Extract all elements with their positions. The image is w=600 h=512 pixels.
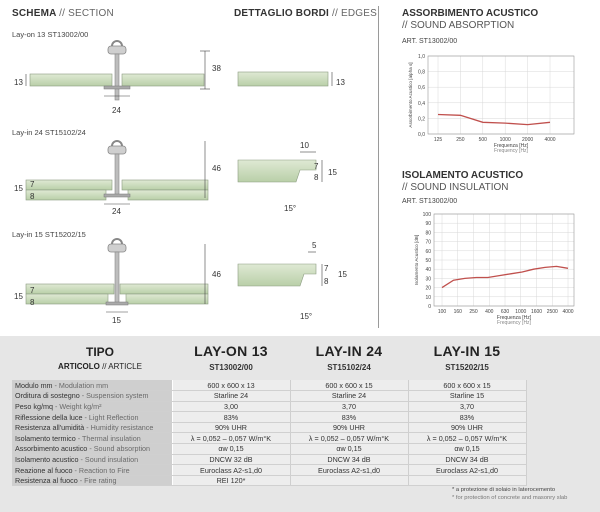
column-name-1: LAY-ON 13 bbox=[194, 343, 268, 359]
edge-3-top-dim: 5 bbox=[312, 241, 317, 250]
cell-value: λ = 0,052 – 0,057 W/m°K bbox=[408, 433, 526, 444]
absorption-title bbox=[402, 8, 538, 32]
y-tick-label: 0,0 bbox=[418, 132, 425, 138]
table-row bbox=[12, 444, 526, 455]
row-label bbox=[12, 475, 172, 486]
x-axis-label-en: Frequency [Hz] bbox=[497, 320, 531, 326]
cell-value: 90% UHR bbox=[290, 422, 408, 433]
cell-value: 83% bbox=[172, 412, 290, 423]
row-label-it: Peso kg/mq bbox=[15, 401, 53, 411]
profile-3-bottom-dim: 15 bbox=[112, 316, 121, 325]
cell-value: 90% UHR bbox=[172, 422, 290, 433]
series-line bbox=[438, 115, 550, 125]
cell-value: DNCW 32 dB bbox=[172, 454, 290, 465]
edge-2-drawing bbox=[232, 140, 342, 210]
row-label-it: Riflessione della luce bbox=[15, 412, 83, 422]
profile-2-left-dim-a: 15 bbox=[14, 184, 23, 193]
y-axis-label: Isolamento Acustico [dB] bbox=[414, 234, 419, 286]
row-label-en: - Thermal insulation bbox=[77, 433, 141, 443]
row-label-it: Isolamento termico bbox=[15, 433, 76, 443]
insulation-title bbox=[402, 170, 523, 194]
row-label bbox=[12, 412, 172, 423]
row-label-en: - Light Reflection bbox=[84, 412, 139, 422]
cell-value: 600 x 600 x 15 bbox=[290, 380, 408, 391]
y-tick-label: 0,6 bbox=[418, 85, 425, 92]
schema-title-it: SCHEMA bbox=[12, 8, 57, 19]
profile-3-drawing bbox=[0, 236, 230, 326]
x-tick-label: 400 bbox=[485, 309, 494, 315]
y-tick-label: 30 bbox=[425, 276, 431, 283]
y-tick-label: 50 bbox=[425, 258, 431, 264]
row-label-en: - Sound insulation bbox=[80, 454, 139, 464]
edge-3-angle: 15° bbox=[300, 312, 313, 321]
x-tick-label: 4000 bbox=[562, 309, 574, 315]
y-tick-label: 90 bbox=[425, 221, 431, 228]
column-name-2: LAY-IN 24 bbox=[315, 343, 383, 359]
cell-value: 3,70 bbox=[408, 401, 526, 412]
column-code-1: ST13002/00 bbox=[209, 363, 253, 372]
footnote-en: * for protection of concrete and masonry slab bbox=[452, 495, 568, 501]
cell-value: Starline 24 bbox=[172, 391, 290, 402]
cell-value: λ = 0,052 – 0,057 W/m°K bbox=[172, 433, 290, 444]
x-tick-label: 250 bbox=[469, 309, 478, 315]
cell-value: Starline 15 bbox=[408, 391, 526, 402]
x-tick-label: 160 bbox=[453, 309, 462, 315]
column-code-2: ST15102/24 bbox=[327, 363, 371, 372]
edge-1-dim: 13 bbox=[336, 78, 345, 87]
table-row bbox=[12, 422, 526, 433]
profile-1-height-dim: 38 bbox=[212, 64, 221, 73]
edge-3-dim-b: 8 bbox=[324, 277, 329, 286]
edge-2-angle: 15° bbox=[284, 204, 297, 213]
profile-3-left-dim-b: 7 bbox=[30, 286, 35, 295]
cell-value: 3,70 bbox=[290, 401, 408, 412]
x-tick-label: 500 bbox=[478, 137, 487, 143]
row-label-it: Assorbimento acustico bbox=[15, 444, 88, 454]
row-label bbox=[12, 422, 172, 433]
edges-title-en: // EDGES bbox=[332, 8, 377, 19]
x-tick-label: 1000 bbox=[515, 309, 527, 315]
row-label-en: - Weight kg/m² bbox=[54, 401, 102, 411]
x-tick-label: 125 bbox=[433, 137, 443, 143]
profile-2-left-dim-b: 7 bbox=[30, 180, 35, 189]
row-label-en: - Modulation mm bbox=[54, 380, 109, 390]
cell-value: αw 0,15 bbox=[172, 444, 290, 455]
row-label-it: Modulo mm bbox=[15, 380, 53, 390]
cell-value: Euroclass A2-s1,d0 bbox=[290, 465, 408, 476]
x-tick-label: 1600 bbox=[530, 309, 543, 315]
row-label-it: Orditura di sostegno bbox=[15, 391, 80, 401]
cell-value: Euroclass A2-s1,d0 bbox=[172, 465, 290, 476]
y-tick-label: 1,0 bbox=[418, 54, 425, 60]
x-tick-label: 630 bbox=[500, 309, 510, 315]
row-label-en: - Suspension system bbox=[81, 391, 149, 401]
column-head-3 bbox=[408, 343, 526, 372]
insulation-title-it: ISOLAMENTO ACUSTICO bbox=[402, 170, 524, 181]
profile-1-left-dim: 13 bbox=[14, 78, 23, 87]
x-tick-label: 2000 bbox=[522, 137, 534, 143]
specs-table bbox=[12, 380, 527, 486]
x-tick-label: 100 bbox=[437, 309, 447, 315]
profile-1-bottom-dim: 24 bbox=[112, 106, 121, 115]
profile-3-name: Lay-in 15 ST15202/15 bbox=[12, 230, 86, 239]
row-label bbox=[12, 454, 172, 465]
cell-value: DNCW 34 dB bbox=[408, 454, 526, 465]
cell-value: λ = 0,052 – 0,057 W/m°K bbox=[290, 433, 408, 444]
cell-value: αw 0,15 bbox=[290, 444, 408, 455]
edge-2-dim-a: 7 bbox=[314, 162, 319, 171]
x-axis-label: Frequenza [Hz] bbox=[496, 315, 532, 321]
y-tick-label: 40 bbox=[425, 267, 431, 274]
cell-value: αw 0,15 bbox=[408, 444, 526, 455]
row-label-it: Resistenza all'umidità bbox=[15, 423, 85, 433]
row-label-en: - Reaction to Fire bbox=[74, 465, 130, 475]
row-label bbox=[12, 401, 172, 412]
row-label-it: Reazione al fuoco bbox=[15, 465, 73, 475]
cell-value bbox=[290, 475, 408, 486]
table-row bbox=[12, 433, 526, 444]
profile-3-left-dim-a: 15 bbox=[14, 292, 23, 301]
absorption-title-en: // SOUND ABSORPTION bbox=[402, 20, 515, 31]
edge-3-dim-c: 15 bbox=[338, 270, 347, 279]
column-code-3: ST15202/15 bbox=[445, 363, 489, 372]
cell-value: 3,00 bbox=[172, 401, 290, 412]
x-tick-label: 250 bbox=[456, 137, 465, 143]
profile-2-height-dim: 46 bbox=[212, 164, 221, 173]
edges-title-it: DETTAGLIO BORDI bbox=[234, 8, 330, 19]
row-label bbox=[12, 465, 172, 476]
schema-title-en: // SECTION bbox=[59, 8, 114, 19]
footnote-it: * a protezione di solaio in laterocemento bbox=[452, 487, 556, 493]
y-tick-label: 100 bbox=[422, 212, 431, 218]
table-row bbox=[12, 454, 526, 465]
cell-value: 600 x 600 x 15 bbox=[408, 380, 526, 391]
absorption-chart bbox=[398, 50, 588, 158]
y-tick-label: 0,4 bbox=[418, 100, 425, 107]
column-head-1 bbox=[172, 343, 290, 372]
x-tick-label: 1000 bbox=[499, 137, 511, 143]
edge-1-drawing bbox=[232, 66, 342, 106]
x-axis-label-en: Frequency [Hz] bbox=[494, 148, 528, 154]
table-row bbox=[12, 465, 526, 476]
cell-value: DNCW 34 dB bbox=[290, 454, 408, 465]
x-tick-label: 4000 bbox=[544, 137, 556, 143]
row-label bbox=[12, 444, 172, 455]
articolo-en: // ARTICLE bbox=[102, 362, 142, 371]
y-tick-label: 20 bbox=[425, 285, 431, 292]
row-label bbox=[12, 380, 172, 391]
y-axis-label: Assorbimento Acustico [alpha s] bbox=[408, 62, 413, 128]
y-tick-label: 10 bbox=[425, 294, 431, 301]
insulation-title-en: // SOUND INSULATION bbox=[402, 182, 509, 193]
cell-value: 83% bbox=[408, 412, 526, 423]
insulation-chart bbox=[398, 208, 588, 330]
column-name-3: LAY-IN 15 bbox=[433, 343, 501, 359]
profile-1-name: Lay-on 13 ST13002/00 bbox=[12, 30, 89, 39]
table-row bbox=[12, 380, 526, 391]
table-row bbox=[12, 391, 526, 402]
absorption-title-it: ASSORBIMENTO ACUSTICO bbox=[402, 8, 539, 19]
y-tick-label: 0,2 bbox=[418, 116, 425, 123]
profile-2-left-dim-c: 8 bbox=[30, 192, 35, 201]
y-tick-label: 0 bbox=[428, 304, 431, 310]
y-tick-label: 0,8 bbox=[418, 69, 425, 76]
schema-title bbox=[12, 8, 114, 19]
cell-value: REI 120* bbox=[172, 475, 290, 486]
profile-2-name: Lay-in 24 ST15102/24 bbox=[12, 128, 86, 137]
cell-value: Euroclass A2-s1,d0 bbox=[408, 465, 526, 476]
table-row bbox=[12, 475, 526, 486]
vertical-divider bbox=[378, 6, 379, 328]
table-row bbox=[12, 401, 526, 412]
row-label-it: Isolamento acustico bbox=[15, 454, 79, 464]
edge-3-dim-a: 7 bbox=[324, 264, 329, 273]
articolo-heading bbox=[40, 362, 160, 371]
cell-value: 83% bbox=[290, 412, 408, 423]
y-tick-label: 70 bbox=[425, 239, 431, 246]
articolo-it: ARTICOLO bbox=[58, 362, 100, 371]
tipo-heading: TIPO bbox=[85, 345, 114, 359]
row-label-en: - Fire rating bbox=[79, 476, 117, 486]
table-row bbox=[12, 412, 526, 423]
footnote bbox=[452, 486, 567, 502]
row-label-en: - Sound absorption bbox=[89, 444, 151, 454]
cell-value: 90% UHR bbox=[408, 422, 526, 433]
profile-3-height-dim: 46 bbox=[212, 270, 221, 279]
cell-value: Starline 24 bbox=[290, 391, 408, 402]
edges-title bbox=[234, 8, 377, 19]
edge-2-dim-b: 8 bbox=[314, 173, 319, 182]
row-label-en: - Humidity resistance bbox=[86, 423, 154, 433]
insulation-art: ART. ST13002/00 bbox=[402, 198, 458, 205]
cell-value: 600 x 600 x 13 bbox=[172, 380, 290, 391]
cell-value bbox=[408, 475, 526, 486]
column-head-2 bbox=[290, 343, 408, 372]
profile-2-bottom-dim: 24 bbox=[112, 207, 121, 216]
row-label bbox=[12, 433, 172, 444]
y-tick-label: 80 bbox=[425, 230, 431, 237]
edge-2-top-dim: 10 bbox=[300, 141, 309, 150]
profile-3-left-dim-c: 8 bbox=[30, 298, 35, 307]
edge-2-dim-c: 15 bbox=[328, 168, 337, 177]
row-label-it: Resistenza al fuoco bbox=[15, 476, 78, 486]
absorption-art: ART. ST13002/00 bbox=[402, 38, 458, 45]
y-tick-label: 60 bbox=[425, 248, 431, 255]
x-axis-label: Frequenza [Hz] bbox=[493, 143, 529, 149]
row-label bbox=[12, 391, 172, 402]
x-tick-label: 2500 bbox=[546, 309, 558, 315]
